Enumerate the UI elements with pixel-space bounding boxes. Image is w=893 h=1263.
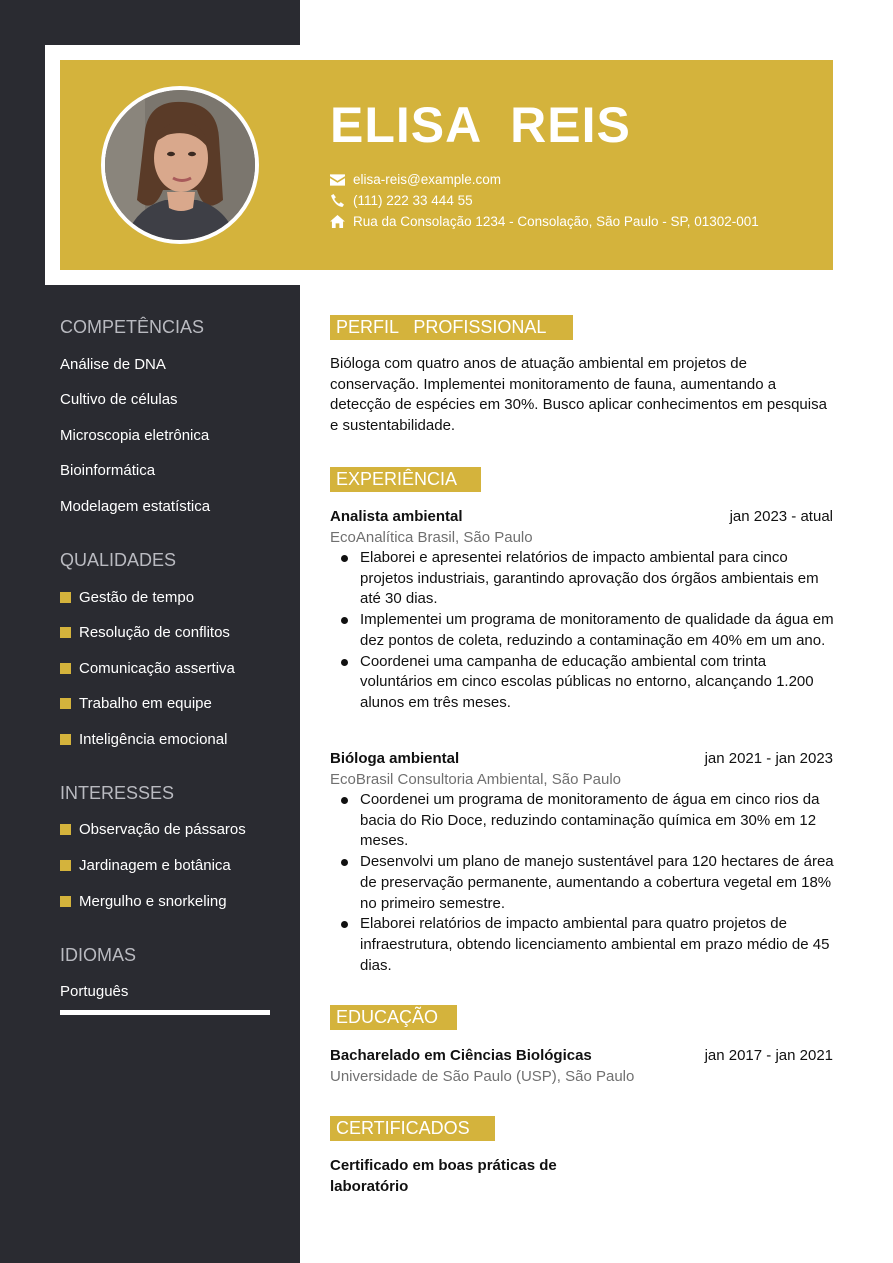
quality-item (60, 695, 212, 712)
bullet-item: Coordenei um programa de monitoramento de água em cinco rios da bacia do Rio Doce, reduzindo contaminação química em 30% em 12 meses. (330, 790, 835, 852)
square-bullet-icon (60, 824, 71, 835)
language-level-bar (60, 1010, 270, 1015)
phone-text[interactable]: (111) 222 33 444 55 (353, 193, 473, 208)
quality-item (60, 624, 230, 641)
square-bullet-icon (60, 860, 71, 871)
profile-heading: PERFIL PROFISSIONAL (330, 315, 573, 340)
bullet-item: Coordenei uma campanha de educação ambiental com trinta voluntários em cinco escolas públicas no entorno, alcançando 1.200 alunos em três meses. (330, 652, 835, 714)
quality-label: Gestão de tempo (79, 589, 195, 606)
skill-item: Análise de DNA (60, 356, 166, 373)
skill-item: Cultivo de células (60, 391, 178, 408)
interest-label: Observação de pássaros (79, 821, 246, 838)
bullet-item: Elaborei e apresentei relatórios de impacto ambiental para cinco projetos industriais, garantindo aprovação dos órgãos ambientais em até 30 dias. (330, 548, 835, 610)
email-text[interactable]: elisa-reis@example.com (353, 172, 501, 187)
bullet-item: Implementei um programa de monitoramento de qualidade da água em dez pontos de coleta, reduzindo a contaminação em 40% em um ano. (330, 610, 835, 651)
job-title: Analista ambiental (330, 508, 463, 525)
qualities-heading: QUALIDADES (60, 550, 177, 570)
interest-item (60, 893, 227, 910)
square-bullet-icon (60, 663, 71, 674)
square-bullet-icon (60, 592, 71, 603)
skill-item: Microscopia eletrônica (60, 427, 210, 444)
job-bullets (330, 790, 835, 976)
bullet-item: Desenvolvi um plano de manejo sustentável para 120 hectares de área de preservação permanente, aumentando a cobertura vegetal em 18% no primeiro semestre. (330, 852, 835, 914)
interest-label: Jardinagem e botânica (79, 857, 231, 874)
job-dates: jan 2023 - atual (729, 508, 833, 525)
address-text: Rua da Consolação 1234 - Consolação, São Paulo - SP, 01302-001 (353, 214, 759, 229)
quality-item (60, 589, 194, 606)
quality-label: Comunicação assertiva (79, 660, 235, 677)
home-icon (330, 215, 345, 228)
contact-phone (330, 193, 473, 208)
bullet-item: Elaborei relatórios de impacto ambiental para quatro projetos de infraestrutura, obtendo licenciamento ambiental em prazo médio de 45 dias. (330, 914, 835, 976)
interest-label: Mergulho e snorkeling (79, 893, 227, 910)
skills-heading: COMPETÊNCIAS (60, 317, 205, 337)
contact-address (330, 214, 759, 229)
contact-email (330, 172, 501, 187)
certificates-heading: CERTIFICADOS (330, 1116, 495, 1141)
quality-item (60, 731, 227, 748)
interests-heading: INTERESSES (60, 783, 175, 803)
profile-photo (101, 86, 259, 244)
quality-label: Inteligência emocional (79, 731, 228, 748)
portrait-image (105, 90, 255, 240)
square-bullet-icon (60, 734, 71, 745)
job-title: Bióloga ambiental (330, 750, 460, 767)
experience-heading: EXPERIÊNCIA (330, 467, 481, 492)
languages-heading: IDIOMAS (60, 945, 137, 965)
education-dates: jan 2017 - jan 2021 (704, 1047, 833, 1064)
language-item: Português (60, 983, 129, 1000)
interest-item (60, 857, 231, 874)
square-bullet-icon (60, 896, 71, 907)
interest-item (60, 821, 246, 838)
job-bullets (330, 548, 835, 714)
job-organization: EcoAnalítica Brasil, São Paulo (330, 529, 533, 546)
profile-text: Bióloga com quatro anos de atuação ambiental em projetos de conservação. Implementei monitoramento de fauna, aumentando a detecção de espécies em 30%. Busco aplicar conhecimentos em pesquisa e sustentabilidade. (330, 355, 827, 435)
education-degree: Bacharelado em Ciências Biológicas (330, 1047, 592, 1064)
certificate-item: Certificado em boas práticas de laboratório (330, 1157, 557, 1195)
skill-item: Bioinformática (60, 462, 156, 479)
education-school: Universidade de São Paulo (USP), São Paulo (330, 1068, 635, 1085)
education-heading: EDUCAÇÃO (330, 1005, 457, 1030)
job-organization: EcoBrasil Consultoria Ambiental, São Paulo (330, 771, 621, 788)
square-bullet-icon (60, 627, 71, 638)
job-dates: jan 2021 - jan 2023 (704, 750, 833, 767)
skill-item: Modelagem estatística (60, 498, 211, 515)
quality-label: Resolução de conflitos (79, 624, 230, 641)
square-bullet-icon (60, 698, 71, 709)
phone-icon (330, 194, 345, 207)
candidate-name: ELISA REIS (330, 97, 631, 153)
quality-item (60, 660, 235, 677)
quality-label: Trabalho em equipe (79, 695, 212, 712)
envelope-icon (330, 173, 345, 186)
